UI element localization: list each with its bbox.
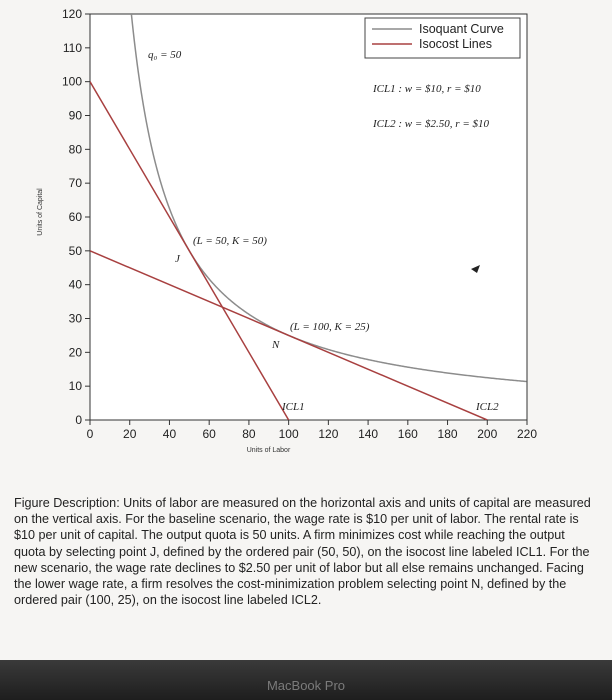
x-tick-label: 180 [437, 427, 458, 441]
y-tick-label: 40 [68, 277, 82, 292]
legend-label-isocost: Isocost Lines [419, 37, 492, 51]
y-tick-label: 110 [62, 40, 82, 55]
figure-description: Figure Description: Units of labor are measured on the horizontal axis and units of capital are measured on the vertical axis. For the baseline scenario, the wage rate is $10 per unit of labor. The rental rate is $10 per unit of capital. The output quota is 50 units. A firm minimizes cost while reaching the output quota by selecting point J, defined by the ordered pair (50, 50), on the isocost line labeled ICL1. For the new scenario, the wage rate declines to $2.50 per unit of labor but all else remains unchanged. Facing the lower wage rate, a firm resolves the cost-minimization problem selecting point N, defined by the ordered pair (100, 25), on the isocost line labeled ICL2. [14, 496, 591, 608]
point-j-label: J [175, 253, 180, 265]
x-tick-label: 0 [86, 427, 94, 441]
point-n-coordinates: (L = 100, K = 25) [290, 321, 370, 333]
icl1-line-label: ICL1 [282, 401, 305, 413]
quota-annotation: q₀ = 50 [148, 49, 182, 61]
y-tick-label: 90 [68, 108, 82, 123]
x-tick-label: 200 [477, 427, 498, 441]
y-axis-title: Units of Capital [37, 188, 44, 236]
y-tick-label: 10 [68, 379, 82, 394]
y-tick-label: 80 [68, 142, 82, 157]
x-axis-title: Units of Labor [246, 447, 291, 454]
x-tick-label: 20 [123, 427, 137, 441]
y-tick-label: 20 [68, 345, 82, 360]
y-tick-label: 100 [61, 74, 82, 89]
y-tick-label: 70 [68, 176, 82, 191]
icl2-definition: ICL2 : w = $2.50, r = $10 [373, 118, 489, 130]
y-tick-label: 120 [61, 7, 82, 21]
y-tick-label: 50 [68, 243, 82, 258]
y-tick-label: 60 [68, 210, 82, 224]
y-tick-label: 0 [75, 413, 82, 427]
y-tick-label: 30 [68, 311, 82, 326]
x-tick-label: 100 [278, 427, 299, 441]
point-n-label: N [272, 339, 280, 351]
x-tick-label: 60 [202, 427, 216, 441]
x-tick-label: 220 [516, 427, 538, 441]
point-j-coordinates: (L = 50, K = 50) [193, 235, 267, 247]
x-tick-label: 160 [397, 427, 418, 441]
laptop-bezel [0, 660, 612, 700]
bezel-brand-label: MacBook Pro [266, 678, 346, 693]
plot-area [90, 14, 527, 420]
x-tick-label: 120 [318, 427, 339, 441]
legend [365, 18, 520, 58]
x-tick-label: 80 [242, 427, 256, 441]
x-tick-label: 40 [162, 427, 177, 441]
legend-label-isoquant: Isoquant Curve [419, 22, 504, 36]
x-tick-label: 140 [358, 427, 379, 441]
icl1-definition: ICL1 : w = $10, r = $10 [373, 83, 481, 95]
icl2-line-label: ICL2 [476, 401, 499, 413]
